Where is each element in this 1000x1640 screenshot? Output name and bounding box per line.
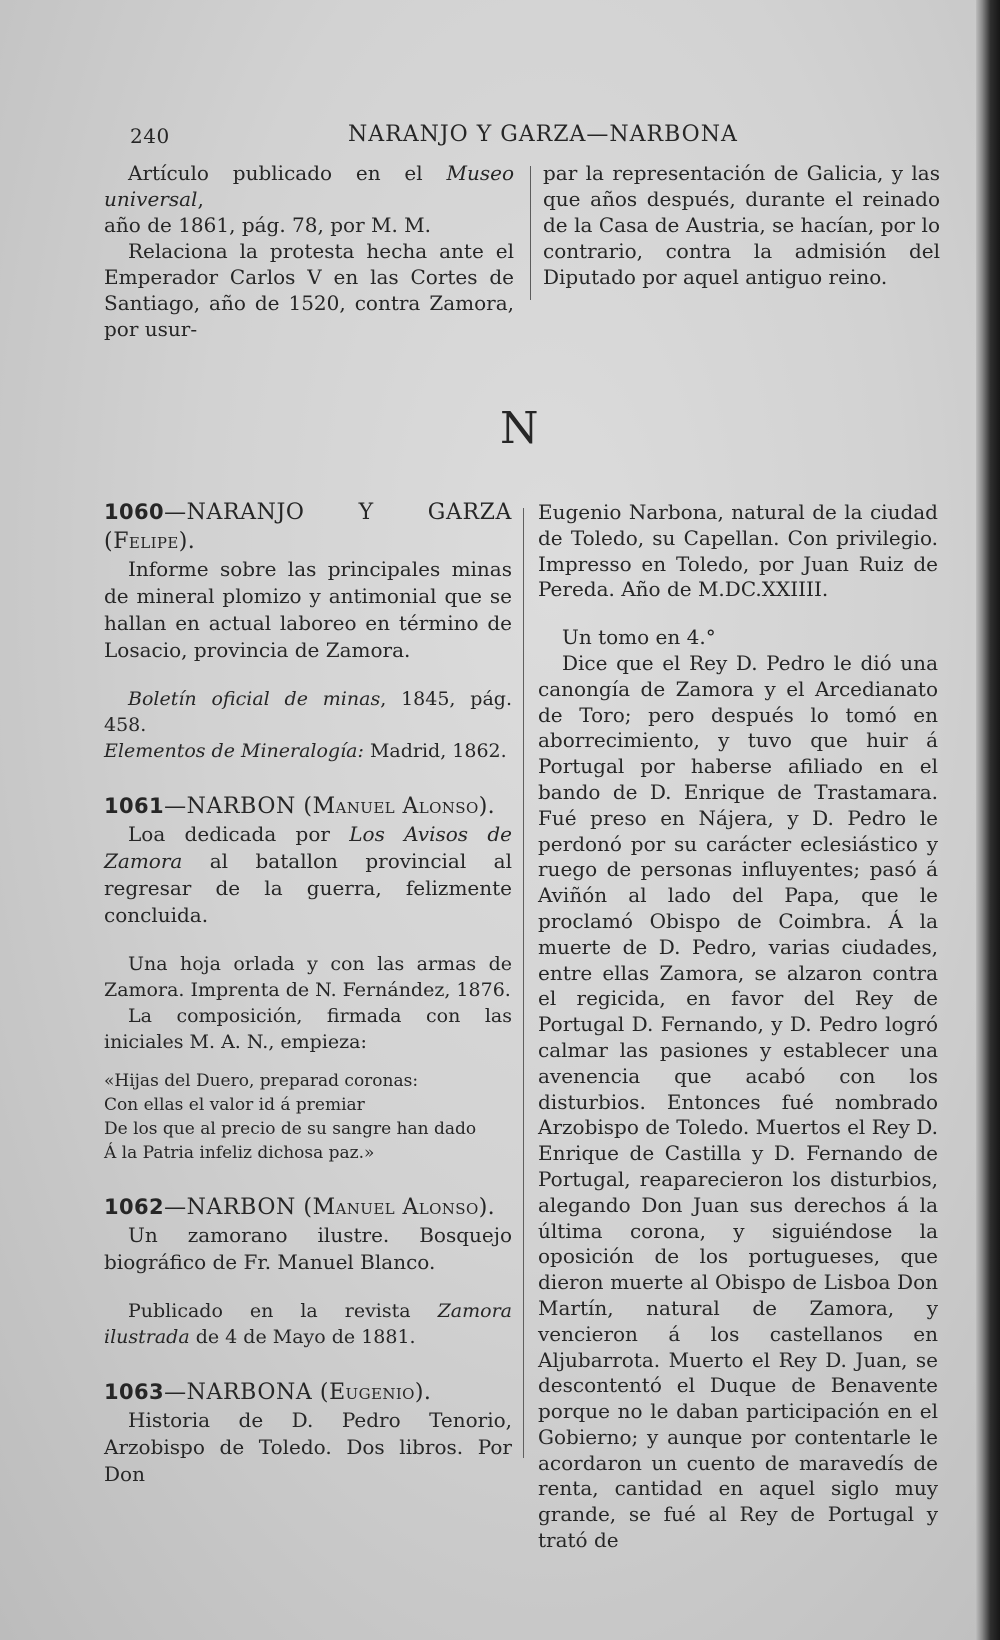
book-binding-shadow bbox=[976, 0, 1000, 1640]
entry-note bbox=[104, 1298, 512, 1350]
entry-author: —NARBONA ( bbox=[164, 1380, 330, 1405]
entry-1060 bbox=[104, 498, 512, 764]
entry-1063-continuation: Eugenio Narbona, natural de la ciudad de Toledo, su Capellan. Con privilegio. Impresso en Toledo, por Juan Ruiz de Pereda. Año de M.DC.XXIIII. bbox=[538, 500, 938, 602]
entry-note-text: Publicado en la revista bbox=[128, 1300, 438, 1322]
entry-title bbox=[104, 821, 512, 929]
entry-note-italic: Zamora ilustrada bbox=[104, 1300, 512, 1348]
article-note-italic: Museo universal bbox=[104, 161, 514, 211]
entry-note: Una hoja orlada y con las armas de Zamora. Imprenta de N. Fernández, 1876. bbox=[104, 953, 512, 1001]
top-right-column bbox=[543, 160, 940, 290]
page-number: 240 bbox=[130, 124, 170, 148]
entry-title-italic: Los Avisos de Zamora bbox=[104, 822, 512, 873]
continuation-paragraph: par la representación de Galicia, y las que años después, durante el reinado de la Casa de Austria, se hacían, por lo contrario, contra la admisión del Diputado por aquel antiguo reino. bbox=[543, 161, 940, 289]
entry-author: —NARANJO Y GARZA ( bbox=[104, 500, 512, 554]
entry-title-text: al batallon provincial al regresar de la guerra, felizmente concluida. bbox=[104, 849, 512, 927]
main-right-column bbox=[538, 500, 938, 1554]
page-header bbox=[130, 118, 738, 158]
entry-given-name: Felipe bbox=[113, 529, 179, 554]
entry-number: 1061 bbox=[104, 794, 165, 818]
entry-title: Un zamorano ilustre. Bosquejo biográfico de Fr. Manuel Blanco. bbox=[104, 1223, 512, 1274]
entry-number: 1062 bbox=[104, 1195, 165, 1219]
verse-line: «Hijas del Duero, preparad coronas: bbox=[104, 1071, 419, 1091]
entry-title: Historia de D. Pedro Tenorio, Arzobispo de Toledo. Dos libros. Por Don bbox=[104, 1408, 512, 1486]
verse-line: Á la Patria infeliz dichosa paz.» bbox=[104, 1143, 375, 1163]
entry-heading bbox=[104, 792, 512, 821]
article-note-line2: año de 1861, pág. 78, por M. M. bbox=[104, 213, 432, 237]
entry-close: ). bbox=[414, 1380, 432, 1405]
entry-author: —NARBON ( bbox=[164, 794, 313, 819]
entry-title: Informe sobre las principales minas de mineral plomizo y antimonial que se hallan en actual laboreo en término de Losacio, provincia de Zamora. bbox=[104, 557, 512, 662]
entry-close: ). bbox=[478, 794, 496, 819]
verse-line: Con ellas el valor id á premiar bbox=[104, 1095, 365, 1115]
entry-given-name: Eugenio bbox=[329, 1380, 415, 1405]
column-divider-main bbox=[523, 508, 524, 1458]
verse-quote bbox=[104, 1069, 512, 1165]
article-note bbox=[104, 160, 514, 238]
column-divider-top bbox=[530, 166, 531, 300]
entry-1063-description: Dice que el Rey D. Pedro le dió una canongía de Zamora y el Arcedianato de Toro; pero después lo tomó en aborrecimiento, y tuvo que huir á Portugal por haberse afiliado en el bando de D. Enrique de Trastamara. Fué preso en Nájera, y D. Pedro le perdonó por su carácter eclesiástico y ruego de personas influyentes; pasó á Aviñón al lado del Papa, que le proclamó Obispo de Coimbra. Á la muerte de D. Pedro, varias ciudades, entre ellas Zamora, se alzaron contra el regicida, en favor del Rey de Portugal D. Fernando, y D. Pedro logró calmar las pasiones y establecer una avenencia que acabó con los disturbios. Entonces fué nombrado Arzobispo de Toledo. Muertos el Rey D. Enrique de Castilla y D. Fernando de Portugal, reaparecieron los disturbios, alegando Don Juan sus derechos á la última corona, y siguiéndose la oposición de los portugueses, que dieron muerte al Obispo de Lisboa Don Martín, natural de Zamora, y vencieron á los castellanos en Aljubarrota. Muerto el Rey D. Juan, se descontentó el Duque de Benavente porque no le daban participación en el Gobierno; y aunque por contentarle le acordaron un cuento de maravedís de renta, cantidad en aquel siglo muy grande, se fué al Rey de Portugal y trató de bbox=[538, 650, 938, 1553]
article-note-text: Artículo publicado en el bbox=[128, 161, 447, 185]
entry-given-name: Manuel Alonso bbox=[312, 1195, 479, 1220]
entry-title-text: Loa dedicada por bbox=[128, 822, 350, 846]
reference-italic: Elementos de Mineralogía: bbox=[104, 740, 364, 762]
entry-reference bbox=[104, 686, 512, 764]
entry-given-name: Manuel Alonso bbox=[312, 794, 479, 819]
entry-heading bbox=[104, 498, 512, 556]
running-head: NARANJO Y GARZA—NARBONA bbox=[348, 122, 738, 147]
reference-italic: Boletín oficial de minas bbox=[128, 688, 381, 710]
entry-1063-format: Un tomo en 4.° bbox=[562, 625, 716, 650]
article-note-punctuation: , bbox=[197, 187, 204, 211]
entry-number: 1063 bbox=[104, 1380, 165, 1404]
entry-close: ). bbox=[478, 1195, 496, 1220]
main-left-column bbox=[104, 498, 512, 1488]
section-letter: N bbox=[500, 403, 539, 454]
top-left-column bbox=[104, 160, 514, 342]
entry-author: —NARBON ( bbox=[164, 1195, 313, 1220]
reference-text: Madrid, 1862. bbox=[363, 740, 507, 762]
entry-1063 bbox=[104, 1378, 512, 1488]
relation-paragraph: Relaciona la protesta hecha ante el Emperador Carlos V en las Cortes de Santiago, año de 1520, contra Zamora, por usur- bbox=[104, 239, 514, 341]
entry-note-text: de 4 de Mayo de 1881. bbox=[189, 1326, 416, 1348]
entry-heading bbox=[104, 1378, 512, 1407]
entry-1061 bbox=[104, 792, 512, 1165]
reference-text: , 1845, pág. 458. bbox=[104, 688, 512, 736]
entry-close: ). bbox=[178, 529, 196, 554]
entry-heading bbox=[104, 1193, 512, 1222]
entry-note: La composición, firmada con las iniciales M. A. N., empieza: bbox=[104, 1005, 512, 1053]
verse-line: De los que al precio de su sangre han dado bbox=[104, 1119, 477, 1139]
entry-1062 bbox=[104, 1193, 512, 1350]
entry-number: 1060 bbox=[104, 500, 165, 524]
